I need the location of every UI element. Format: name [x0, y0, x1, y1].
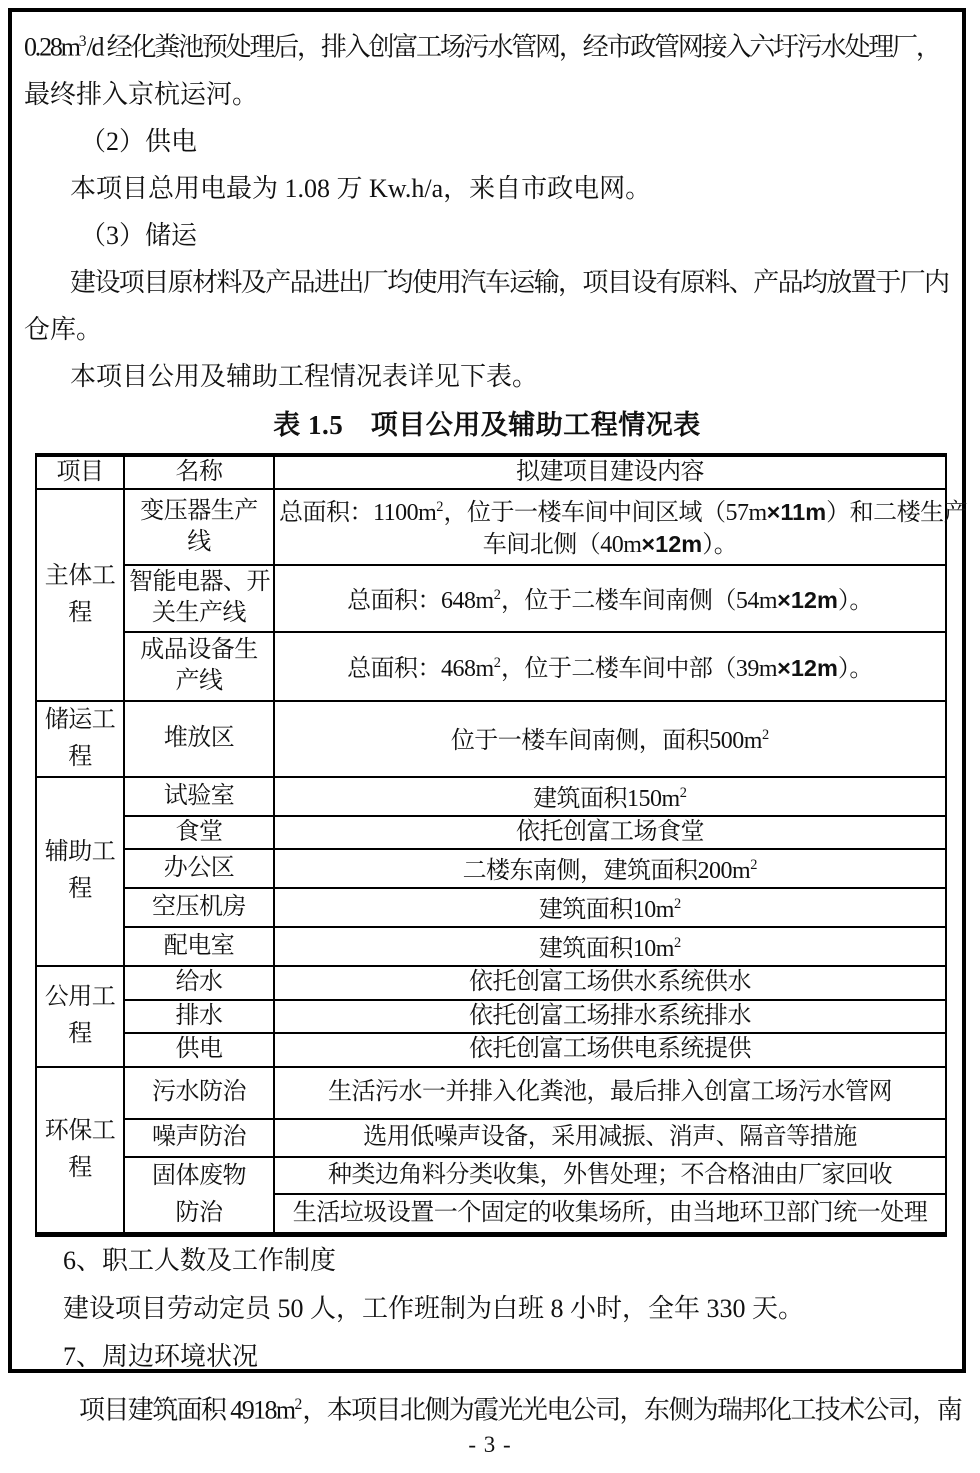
name-cell: 噪声防治 — [124, 1119, 274, 1157]
content-cell: 总面积：$468m^2$，位于二楼车间中部（39m×12m）。 — [274, 632, 946, 701]
heading-staff-work-system: 6、职工人数及工作制度 — [63, 1245, 337, 1275]
table-row — [36, 1119, 946, 1157]
table-row — [36, 888, 946, 927]
content-cell: 种类边角料分类收集，外售处理；不合格油由厂家回收 — [274, 1157, 946, 1194]
utilities-auxiliary-table — [35, 453, 968, 1237]
content-cell: 依托创富工场供水系统供水 — [274, 966, 946, 1000]
name-cell: 变压器生产 线 — [124, 489, 274, 565]
paragraph-storage-line2: 仓库。 — [24, 314, 103, 344]
content-cell: 依托创富工场食堂 — [274, 816, 946, 849]
paragraph-staff-work-system: 建设项目劳动定员 50 人，工作班制为白班 8 小时，全年 330 天。 — [63, 1293, 805, 1323]
name-cell: 空压机房 — [124, 888, 274, 927]
name-cell: 智能电器、开 关生产线 — [124, 565, 274, 632]
name-cell: 排水 — [124, 1000, 274, 1033]
content-cell: 总面积：$648m^2$，位于二楼车间南侧（54m×12m）。 — [274, 565, 946, 632]
name-cell: 配电室 — [124, 927, 274, 966]
name-cell-solid-waste: 固体废物 防治 — [124, 1157, 274, 1235]
paragraph-storage-line1: 建设项目原材料及产品进出厂均使用汽车运输，项目设有原料、产品均放置于厂内 — [70, 267, 949, 297]
paragraph-wastewater-continuation: $0.28m^3/d$ 经化粪池预处理后，排入创富工场污水管网，经市政管网接入六圩污水处理厂， — [24, 32, 940, 62]
paragraph-power-supply: 本项目总用电最为 1.08 万 Kw.h/a，来自市政电网。 — [70, 173, 652, 203]
table-row — [36, 1157, 946, 1194]
content-cell: 选用低噪声设备，采用减振、消声、隔音等措施 — [274, 1119, 946, 1157]
table-row — [36, 632, 946, 701]
content-cell: 建筑面积$10m^2$ — [274, 927, 946, 966]
name-cell: 污水防治 — [124, 1067, 274, 1119]
name-cell: 试验室 — [124, 777, 274, 816]
header-cell-item: 项目 — [36, 455, 124, 489]
header-cell-content: 拟建项目建设内容 — [274, 455, 946, 489]
name-cell: 堆放区 — [124, 701, 274, 777]
heading-surrounding-environment: 7、周边环境状况 — [63, 1341, 259, 1371]
name-cell: 食堂 — [124, 816, 274, 849]
content-cell: 总面积：$1100m^2$，位于一楼车间中间区域（57m×11m）和二楼生产 车间北侧（40m×12m）。 — [274, 489, 946, 565]
table-row — [36, 966, 946, 1000]
table-row — [36, 849, 946, 888]
heading-storage-transport: （3）储运 — [80, 220, 198, 250]
name-cell: 给水 — [124, 966, 274, 1000]
group-cell-storage-works: 储运工 程 — [36, 701, 124, 777]
table-header-row — [36, 455, 946, 489]
table-row — [36, 927, 946, 966]
content-cell: 依托创富工场排水系统排水 — [274, 1000, 946, 1033]
paragraph-table-intro: 本项目公用及辅助工程情况表详见下表。 — [70, 361, 539, 391]
content-cell: 依托创富工场供电系统提供 — [274, 1033, 946, 1067]
group-cell-main-works: 主体工 程 — [36, 489, 124, 701]
table-row — [36, 565, 946, 632]
table-title: 表 1.5 项目公用及辅助工程情况表 — [273, 409, 701, 440]
table-row — [36, 1067, 946, 1119]
table-row — [36, 1033, 946, 1067]
content-cell: 建筑面积$10m^2$ — [274, 888, 946, 927]
table-row — [36, 816, 946, 849]
page-border-frame — [8, 8, 968, 1425]
footer-section — [24, 1237, 962, 1435]
name-cell: 办公区 — [124, 849, 274, 888]
table-row — [36, 489, 946, 565]
group-cell-public-works: 公用工 程 — [36, 966, 124, 1067]
table-row — [36, 777, 946, 816]
paragraph-wastewater-end: 最终排入京杭运河。 — [24, 79, 259, 109]
group-cell-environmental-works: 环保工 程 — [36, 1067, 124, 1235]
heading-power-supply: （2）供电 — [80, 126, 198, 156]
table-row — [36, 701, 946, 777]
page-number: - 3 - — [468, 1432, 512, 1457]
content-cell: 二楼东南侧，建筑面积$200m^2$ — [274, 849, 946, 888]
content-cell: 建筑面积$150m^2$ — [274, 777, 946, 816]
paragraph-surrounding-environment: 项目建筑面积 $4918m^2$，本项目北侧为霞光光电公司，东侧为瑞邦化工技术公司，南 — [79, 1395, 962, 1425]
content-cell: 生活垃圾设置一个固定的收集场所，由当地环卫部门统一处理 — [274, 1194, 946, 1234]
header-cell-name: 名称 — [124, 455, 274, 489]
group-cell-auxiliary-works: 辅助工 程 — [36, 777, 124, 966]
content-cell: 生活污水一并排入化粪池，最后排入创富工场污水管网 — [274, 1067, 946, 1119]
content-cell: 位于一楼车间南侧，面积$500m^2$ — [274, 701, 946, 777]
name-cell: 成品设备生 产线 — [124, 632, 274, 701]
table-row — [36, 1000, 946, 1033]
name-cell: 供电 — [124, 1033, 274, 1067]
